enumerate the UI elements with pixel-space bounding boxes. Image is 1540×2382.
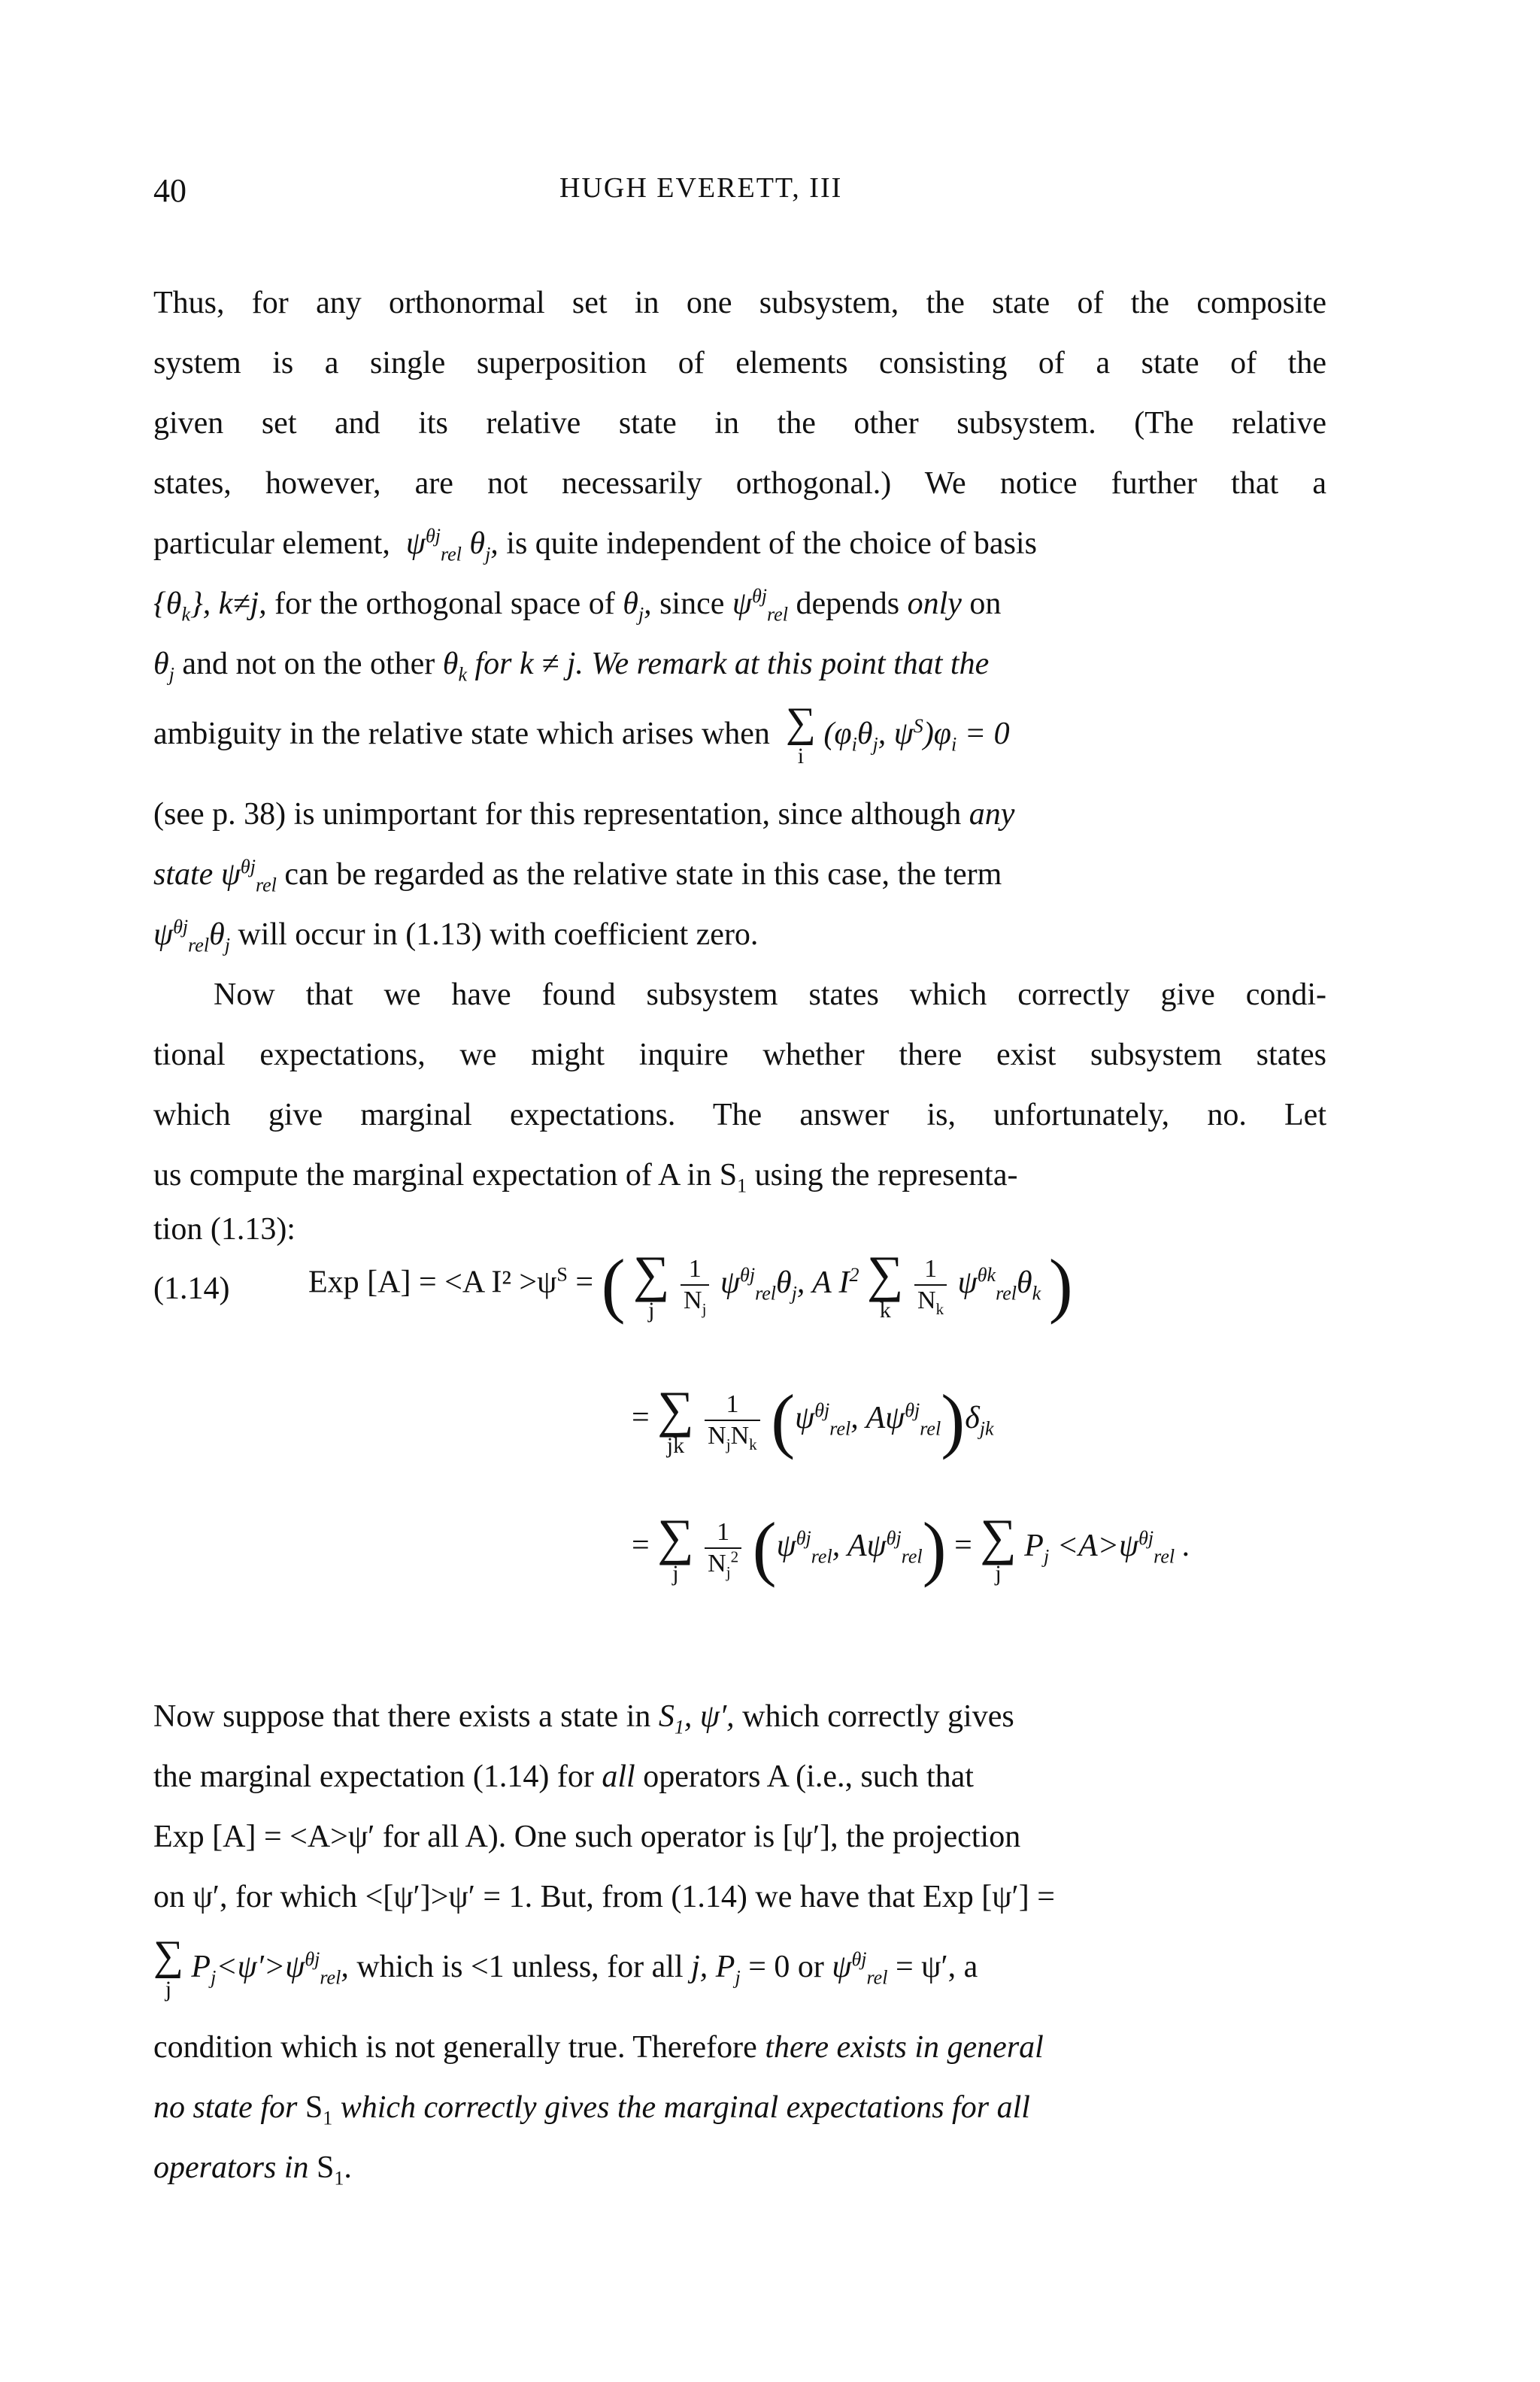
para3-line7: no state for $S_1$ which correctly gives the marginal expectations for all	[153, 2090, 1030, 2129]
para1-line7: $\theta_j$ and not on the other $\theta_k$ for k ≠ j. We remark at this point that the	[153, 647, 990, 686]
para2-line1: Now that we have found subsystem states which correctly give condi-	[214, 977, 1326, 1012]
para1-line2: system is a single superposition of elements consisting of a state of the	[153, 346, 1326, 380]
para1-line1: Thus, for any orthonormal set in one subsystem, the state of the composite	[153, 286, 1326, 320]
equation-line2: = ∑ jk $\frac{1}{N_jN_k}$ ($\psi^{\theta j}_{rel}$, $A\psi^{\theta j}_{rel})\delta_{jk}$	[632, 1380, 994, 1460]
para1-line6: $\{\theta_k\}$, k≠j, for the orthogonal space of $\theta_j$, since $\psi^{\theta j}_{rel}$ depends only on	[153, 585, 1002, 626]
page-number: 40	[153, 172, 186, 209]
para3-line2: the marginal expectation (1.14) for all operators A (i.e., such that	[153, 1759, 974, 1794]
para3-line1: Now suppose that there exists a state in $S_1$, ψ′, which correctly gives	[153, 1699, 1014, 1738]
running-head	[153, 171, 1390, 217]
para3-line8: operators in $S_1$.	[153, 2150, 352, 2190]
psi-rel-theta-j: $\psi^{\theta j}_{rel}$ $\theta_j$,	[398, 525, 499, 565]
equation-label: (1.14)	[153, 1271, 230, 1306]
para2-line5: tion (1.13):	[153, 1212, 296, 1247]
para1-line3: given set and its relative state in the other subsystem. (The relative	[153, 406, 1326, 441]
para2-line2: tional expectations, we might inquire whether there exist subsystem states	[153, 1038, 1326, 1072]
para3-line6: condition which is not generally true. Therefore there exists in general	[153, 2030, 1044, 2065]
para3-line3: Exp [A] = <A>ψ′ for all A). One such operator is [ψ′], the projection	[153, 1820, 1021, 1854]
para2-line3: which give marginal expectations. The answer is, unfortunately, no. Let	[153, 1098, 1326, 1132]
equation-line3: = ∑ j $\frac{1}{N_j^2}$ ($\psi^{\theta j}_{rel}$, $A\psi^{\theta j}_{rel}$) = ∑ j $P_j <A>\psi^{\theta j}_{rel}$ .	[632, 1508, 1191, 1588]
para3-line4: on ψ′, for which <[ψ′]>ψ′ = 1. But, from (1.14) we have that Exp [ψ′] =	[153, 1880, 1055, 1914]
para1-line9: (see p. 38) is unimportant for this representation, since although any	[153, 797, 1015, 832]
para1-line8: ambiguity in the relative state which arises when ∑ i ($\varphi_i\theta_j$, $\psi^S)\varphi_i = 0$	[153, 699, 1010, 768]
para1-line4: states, however, are not necessarily orthogonal.) We notice further that a	[153, 466, 1326, 501]
running-title: HUGH EVERETT, III	[559, 172, 843, 204]
para3-line5: ∑ j $P_j<\psi'>\psi^{\theta j}_{rel}$, which is <1 unless, for all j, $P_j = 0$ or $\psi^{\theta j}_{rel} = \psi'$, a	[153, 1932, 978, 2002]
para1-line10: state $\psi^{\theta j}_{rel}$ can be regarded as the relative state in this case, the term	[153, 856, 1002, 896]
para1-line11: $\psi^{\theta j}_{rel}\theta_j$ will occur in (1.13) with coefficient zero.	[153, 916, 759, 956]
para2-line4: us compute the marginal expectation of A in $S_1$ using the representa-	[153, 1158, 1018, 1197]
para1-line5: particular element, $\psi^{\theta j}_{rel}$ $\theta_j$, is quite independent of the choice of basis	[153, 525, 1037, 565]
equation-line1: Exp [A] = <A $I^2 >\psi^S$ = ( ∑ j $\frac{1}{N_j}$ $\psi^{\theta j}_{rel}\theta_j$, A $I^2$ ∑ k $\frac{1}{N_k}$ $\psi^{\theta k}_{rel}\theta_k$ )	[308, 1244, 1073, 1325]
